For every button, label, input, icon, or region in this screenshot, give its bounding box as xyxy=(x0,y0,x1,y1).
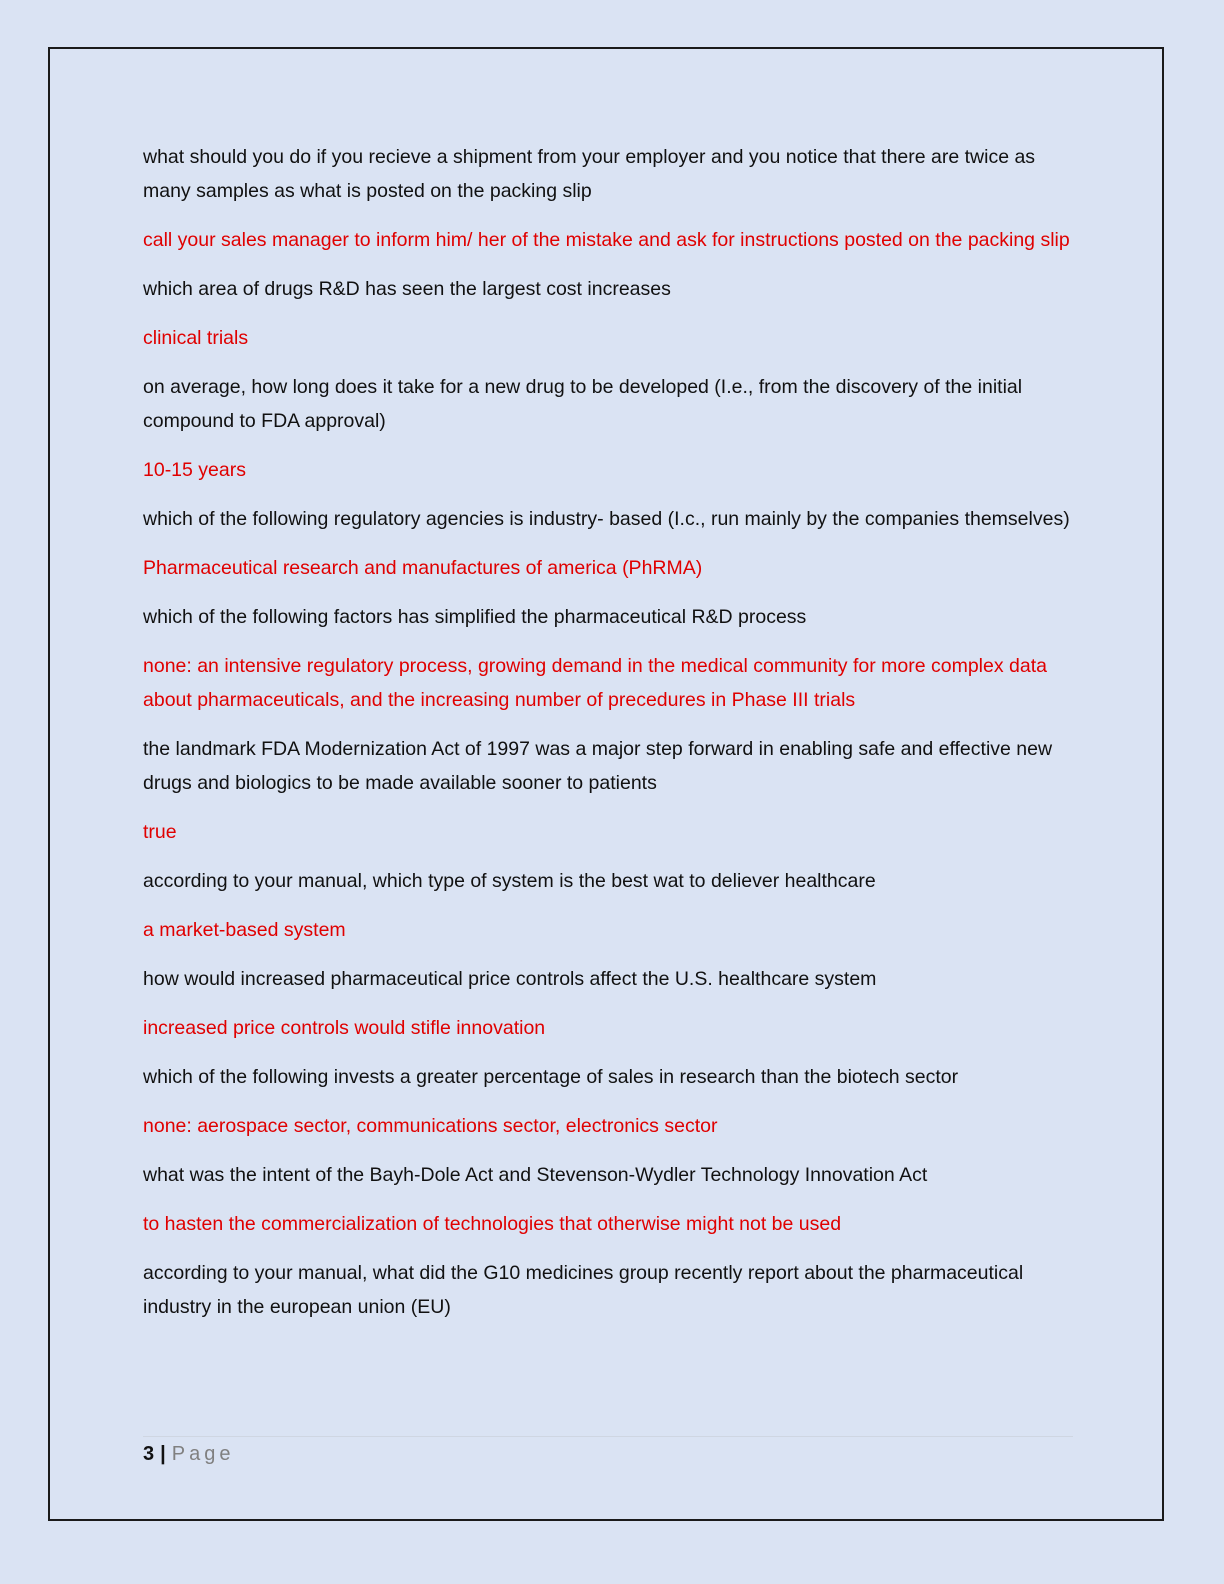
answer-paragraph: increased price controls would stifle innovation xyxy=(143,1017,546,1039)
page-footer xyxy=(143,1439,234,1469)
document-body xyxy=(143,140,1083,1339)
question-paragraph: according to your manual, which type of system is the best wat to deliever healthcare xyxy=(143,870,876,892)
footer-separator: | xyxy=(160,1443,166,1465)
answer-paragraph: call your sales manager to inform him/ her of the mistake and ask for instructions posted on the packing slip xyxy=(143,229,1070,251)
answer-paragraph: none: an intensive regulatory process, growing demand in the medical community for more complex data about pharmaceuticals, and the increasing number of precedures in Phase III trials xyxy=(143,655,1047,711)
question-paragraph: which area of drugs R&D has seen the largest cost increases xyxy=(143,278,671,300)
answer-paragraph: to hasten the commercialization of technologies that otherwise might not be used xyxy=(143,1213,842,1235)
question-paragraph: which of the following invests a greater percentage of sales in research than the biotech sector xyxy=(143,1066,959,1088)
answer-paragraph: true xyxy=(143,821,177,843)
answer-paragraph: none: aerospace sector, communications sector, electronics sector xyxy=(143,1115,718,1137)
question-paragraph: which of the following regulatory agencies is industry- based (I.c., run mainly by the companies themselves) xyxy=(143,508,1070,530)
question-paragraph: what should you do if you recieve a shipment from your employer and you notice that there are twice as many samples as what is posted on the packing slip xyxy=(143,146,1036,202)
page-label: Page xyxy=(171,1443,235,1465)
page-number: 3 xyxy=(143,1443,155,1465)
question-paragraph: how would increased pharmaceutical price controls affect the U.S. healthcare system xyxy=(143,968,877,990)
answer-paragraph: clinical trials xyxy=(143,327,249,349)
question-paragraph: which of the following factors has simplified the pharmaceutical R&D process xyxy=(143,606,807,628)
question-paragraph: on average, how long does it take for a new drug to be developed (I.e., from the discovery of the initial compound to FDA approval) xyxy=(143,376,1023,432)
footer-divider xyxy=(143,1436,1073,1437)
answer-paragraph: a market-based system xyxy=(143,919,346,941)
answer-paragraph: 10-15 years xyxy=(143,459,246,481)
question-paragraph: what was the intent of the Bayh-Dole Act and Stevenson-Wydler Technology Innovation Act xyxy=(143,1164,928,1186)
question-paragraph: according to your manual, what did the G10 medicines group recently report about the pharmaceutical industry in the european union (EU) xyxy=(143,1262,1024,1318)
answer-paragraph: Pharmaceutical research and manufactures of america (PhRMA) xyxy=(143,557,703,579)
question-paragraph: the landmark FDA Modernization Act of 1997 was a major step forward in enabling safe and effective new drugs and biologics to be made available sooner to patients xyxy=(143,738,1053,794)
